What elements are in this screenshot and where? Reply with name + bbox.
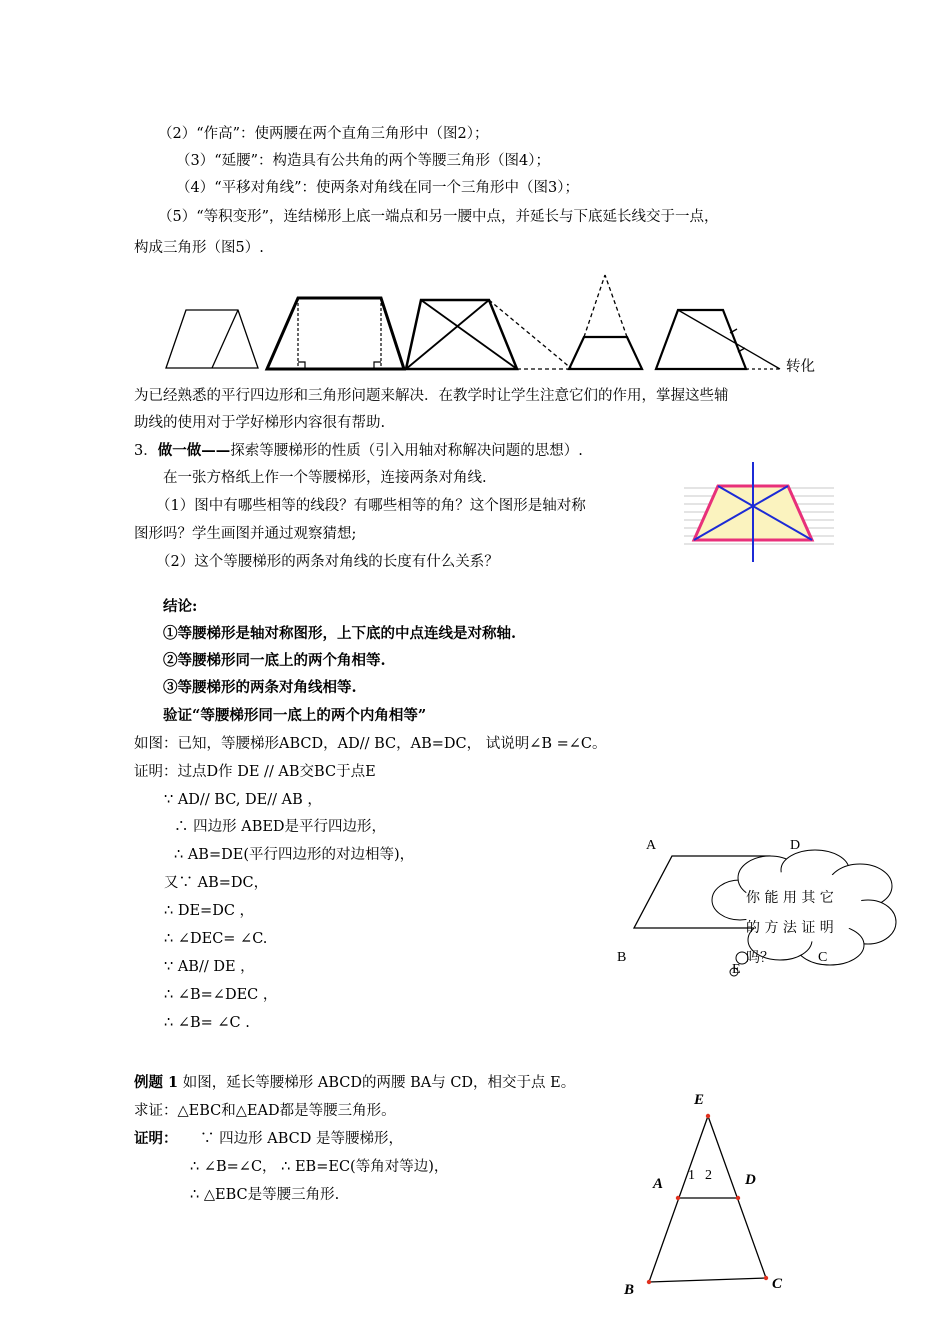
cloud-text-2: 的 方 法 证 明 <box>746 920 834 936</box>
figure-4-extend-legs <box>569 275 642 369</box>
conclusion-title: 结论: <box>163 598 198 615</box>
figure-5-equal-area <box>656 310 780 369</box>
proof-label-B: B <box>617 950 627 965</box>
section3-q1-line2: 图形吗？学生画图并通过观察猜想; <box>134 526 357 542</box>
conclusion-1: ①等腰梯形是轴对称图形，上下底的中点连线是对称轴. <box>163 625 517 642</box>
section3-q2: （2）这个等腰梯形的两条对角线的长度有什么关系？ <box>156 554 499 570</box>
figure-1-translate-leg <box>166 310 258 368</box>
proof-label-E: E <box>732 962 741 977</box>
proof-label-D: D <box>790 838 801 853</box>
proof-label-A: A <box>646 838 657 853</box>
auxiliary-line-figures <box>0 0 950 400</box>
conclusion-2: ②等腰梯形同一底上的两个角相等. <box>163 652 386 669</box>
method-3: （3）“延腰”：构造具有公共角的两个等腰三角形（图4）； <box>176 153 551 169</box>
example1-proof-label: 证明： <box>134 1130 178 1147</box>
section3-q1-line1: （1）图中有哪些相等的线段？有哪些相等的角？这个图形是轴对称 <box>156 498 586 514</box>
triangle-angle-2: 2 <box>705 1168 712 1183</box>
proof-step-3: ∴ AB=DE(平行四边形的对边相等)， <box>174 847 415 863</box>
example1-text: 如图，延长等腰梯形 ABCD的两腰 BA与 CD，相交于点 E。 <box>178 1075 576 1091</box>
proof-step-4: 又∵ AB=DC， <box>164 875 269 891</box>
figure-3-move-diagonal <box>406 300 572 369</box>
method-5-line2: 构成三角形（图5）. <box>134 240 264 256</box>
proof-given: 如图：已知，等腰梯形ABCD，AD// BC，AB=DC， 试说明∠B =∠C。 <box>134 736 607 752</box>
example1-statement <box>134 1073 575 1093</box>
example1-proof-3: ∴ △EBC是等腰三角形. <box>190 1187 340 1203</box>
figures-side-text: 转化 <box>786 359 815 375</box>
triangle-angle-1: 1 <box>688 1168 695 1183</box>
triangle-label-D: D <box>745 1172 756 1188</box>
verify-title: 验证“等腰梯形同一底上的两个内角相等” <box>163 707 427 724</box>
section3-number: 3． <box>134 443 158 459</box>
isosceles-trapezoid-grid-figure <box>680 460 840 564</box>
example1-label: 例题 1 <box>134 1074 179 1091</box>
thought-cloud <box>712 850 896 976</box>
proof-start: 证明：过点D作 DE // AB交BC于点E <box>134 764 376 780</box>
method-4: （4）“平移对角线”：使两条对角线在同一个三角形中（图3）； <box>176 180 580 196</box>
proof-step-7: ∵ AB// DE ， <box>164 959 255 975</box>
proof-step-5: ∴ DE=DC ， <box>164 903 255 919</box>
proof-step-2: ∴ 四边形 ABED是平行四边形， <box>174 819 387 835</box>
summary-line2: 助线的使用对于学好梯形内容很有帮助. <box>134 415 386 431</box>
example1-prove: 求证：△EBC和△EAD都是等腰三角形。 <box>134 1103 396 1119</box>
section3-heading <box>134 441 583 461</box>
proof-step-9: ∴ ∠B= ∠C . <box>164 1015 250 1031</box>
triangle-label-A: A <box>653 1176 664 1192</box>
proof-step-1: ∵ AD// BC, DE// AB ， <box>164 792 322 808</box>
proof-step-8: ∴ ∠B=∠DEC ， <box>164 987 278 1003</box>
method-5-line1: （5）“等积变形”，连结梯形上底一端点和另一腰中点，并延长与下底延长线交于一点， <box>158 209 719 225</box>
example1-proof-2: ∴ ∠B=∠C， ∴ EB=EC(等角对等边)， <box>190 1159 449 1175</box>
section3-heading-rest: 探索等腰梯形的性质（引入用轴对称解决问题的思想）. <box>230 443 583 459</box>
cloud-text-3: 吗？ <box>746 950 774 966</box>
triangle-label-E: E <box>694 1092 705 1108</box>
extended-trapezoid-triangle-figure <box>620 1100 820 1320</box>
method-2: （2）“作高”：使两腰在两个直角三角形中（图2）； <box>158 126 489 142</box>
triangle-label-C: C <box>772 1276 783 1292</box>
summary-line1: 为已经熟悉的平行四边形和三角形问题来解决．在教学时让学生注意它们的作用，掌握这些辅 <box>134 388 729 404</box>
section3-intro: 在一张方格纸上作一个等腰梯形，连接两条对角线. <box>163 470 487 486</box>
figure-2-heights <box>267 298 404 369</box>
conclusion-3: ③等腰梯形的两条对角线相等. <box>163 679 357 696</box>
proof-label-C: C <box>818 950 828 965</box>
example1-proof-1: ∵ 四边形 ABCD 是等腰梯形， <box>200 1131 403 1147</box>
proof-step-6: ∴ ∠DEC= ∠C. <box>164 931 268 947</box>
triangle-label-B: B <box>624 1282 635 1298</box>
cloud-text-1: 你 能 用 其 它 <box>746 890 834 906</box>
section3-heading-bold: 做一做—— <box>157 442 231 459</box>
